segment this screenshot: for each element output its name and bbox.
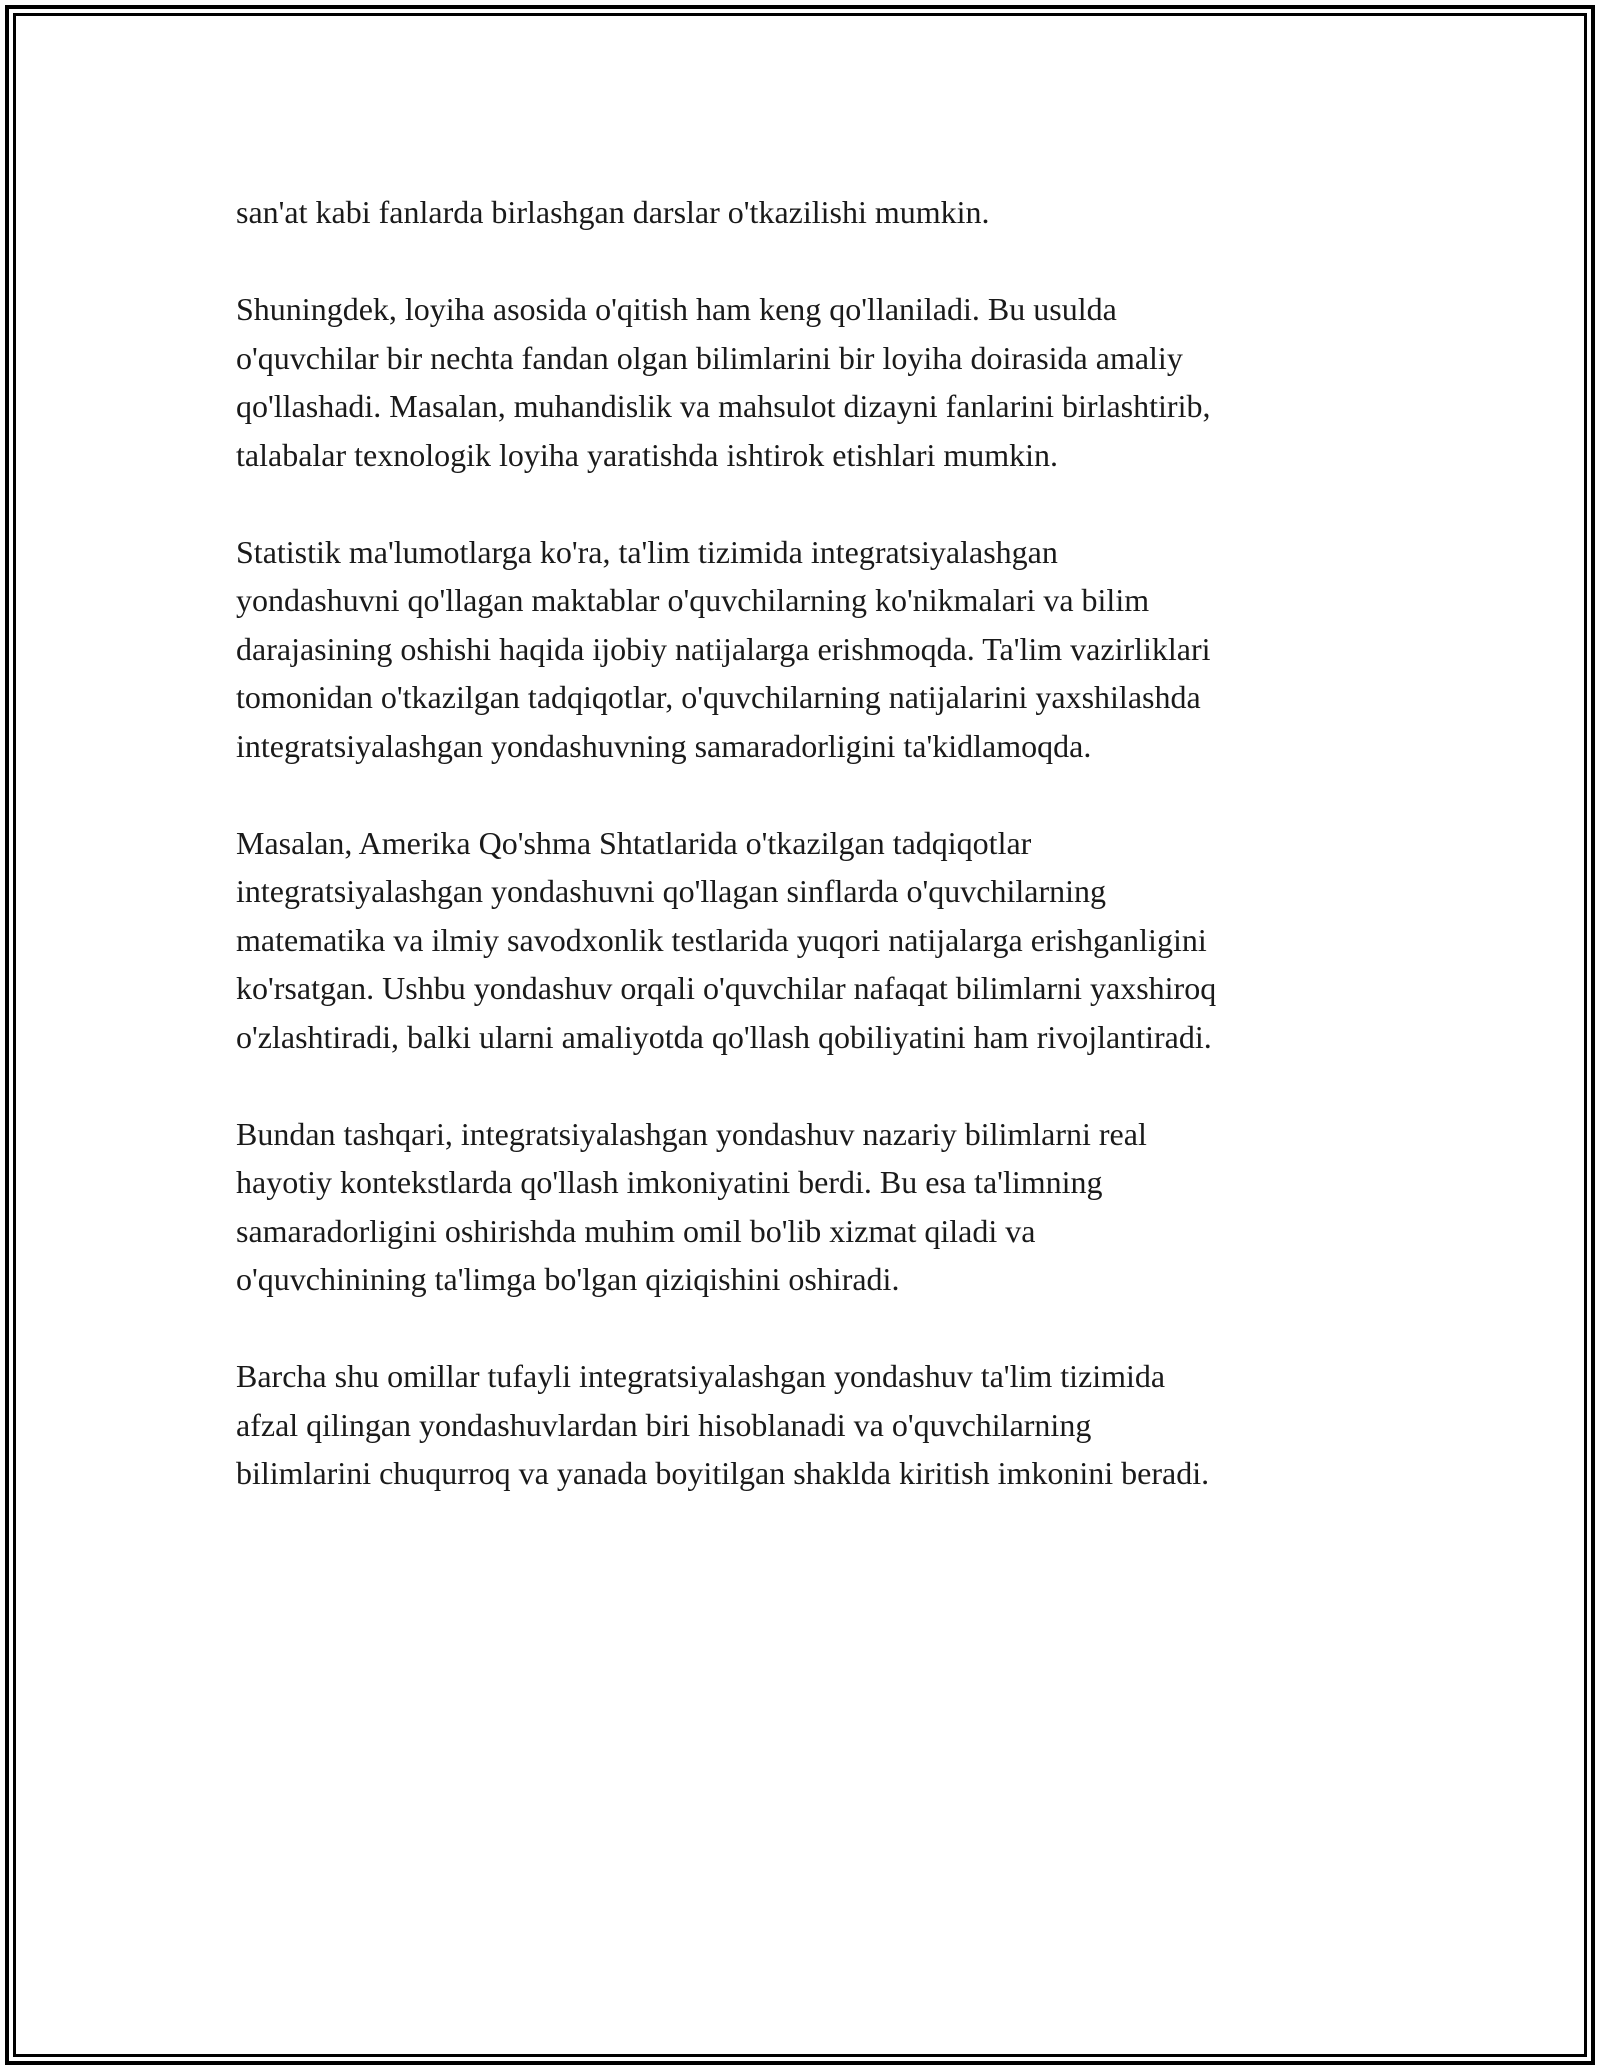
text-line: integratsiyalashgan yondashuvni qo'llagan sinflarda o'quvchilarning [236,873,1106,909]
text-line: integratsiyalashgan yondashuvning samaradorligini ta'kidlamoqda. [236,727,1092,764]
paragraph-6 [236,1352,1396,1498]
text-line: san'at kabi fanlarda birlashgan darslar o'tkazilishi mumkin. [236,194,990,230]
paragraph-2 [236,285,1396,479]
text-line: o'quvchinining ta'limga bo'lgan qiziqishini oshiradi. [236,1261,900,1297]
text-line: talabalar texnologik loyiha yaratishda ishtirok etishlari mumkin. [236,436,1059,473]
text-line: Shuningdek, loyiha asosida o'qitish ham keng qo'llaniladi. Bu usulda [236,291,1117,327]
text-line: bilimlarini chuqurroq va yanada boyitilgan shaklda kiritish imkonini beradi. [236,1455,1210,1491]
paragraph-3 [236,528,1396,771]
document-body [236,188,1396,1546]
text-line: samaradorligini oshirishda muhim omil bo'lib xizmat qiladi va [236,1212,1036,1249]
text-line: Statistik ma'lumotlarga ko'ra, ta'lim tizimida integratsiyalashgan [236,533,1058,570]
text-line: o'quvchilar bir nechta fandan olgan bilimlarini bir loyiha doirasida amaliy [236,339,1183,376]
text-line: Bundan tashqari, integratsiyalashgan yondashuv nazariy bilimlarni real [236,1115,1147,1152]
text-line: o'zlashtiradi, balki ularni amaliyotda qo'llash qobiliyatini ham rivojlantiradi. [236,1018,1212,1055]
text-line: tomonidan o'tkazilgan tadqiqotlar, o'quvchilarning natijalarini yaxshilashda [236,679,1201,715]
text-line: ko'rsatgan. Ushbu yondashuv orqali o'quvchilar nafaqat bilimlarni yaxshiroq [236,970,1217,1006]
text-line: yondashuvni qo'llagan maktablar o'quvchilarning ko'nikmalari va bilim [236,582,1150,618]
text-line: afzal qilingan yondashuvlardan biri hisoblanadi va o'quvchilarning [236,1406,1092,1443]
text-line: qo'llashadi. Masalan, muhandislik va mahsulot dizayni fanlarini birlashtirib, [236,388,1211,424]
paragraph-1 [236,188,1396,237]
text-line: Masalan, Amerika Qo'shma Shtatlarida o'tkazilgan tadqiqotlar [236,824,1032,861]
text-line: Barcha shu omillar tufayli integratsiyalashgan yondashuv ta'lim tizimida [236,1358,1166,1394]
text-line: hayotiy kontekstlarda qo'llash imkoniyatini berdi. Bu esa ta'limning [236,1164,1103,1200]
text-line: matematika va ilmiy savodxonlik testlarida yuqori natijalarga erishganligini [236,921,1207,958]
paragraph-5 [236,1110,1396,1304]
paragraph-4 [236,819,1396,1062]
text-line: darajasining oshishi haqida ijobiy natijalarga erishmoqda. Ta'lim vazirliklari [236,630,1211,667]
